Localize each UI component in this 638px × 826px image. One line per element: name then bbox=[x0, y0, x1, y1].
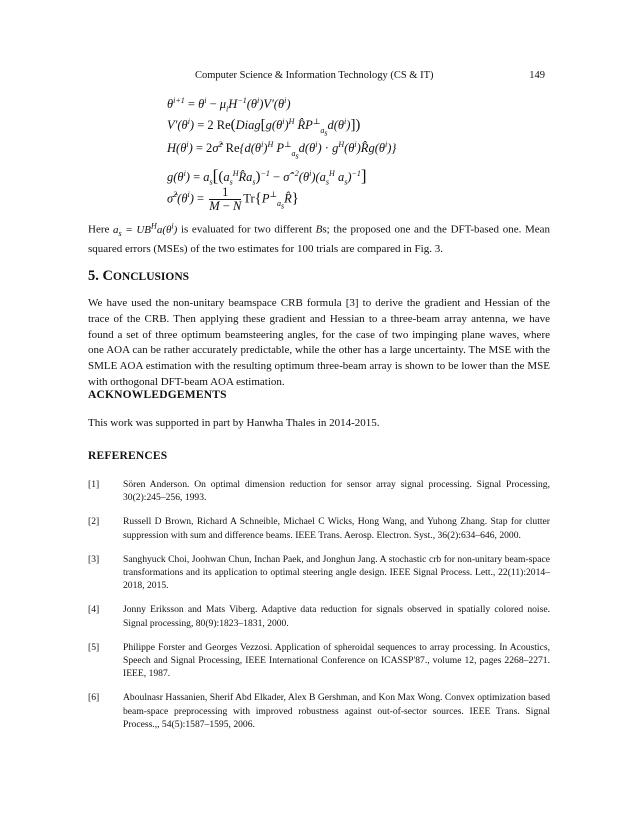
reference-item bbox=[88, 478, 550, 504]
conclusions-heading-initial: C bbox=[102, 268, 113, 284]
acknowledgements-heading: ACKNOWLEDGEMENTS bbox=[88, 389, 227, 401]
page-header bbox=[195, 70, 545, 84]
reference-item bbox=[88, 641, 550, 681]
reference-number: [1] bbox=[88, 479, 100, 490]
journal-title: Computer Science & Information Technology (CS & IT) bbox=[195, 70, 434, 81]
inline-math-b: B bbox=[315, 223, 323, 236]
equation-g-theta: $g(\theta^i)$ = $a_s[(a_s^HR̂a_s)^{-1}$ − $\sigmâ^{-2}(\theta^i)(a_s^H$ $a_s)^{-1}$] bbox=[167, 166, 367, 187]
reference-text: Sören Anderson. On optimal dimension reduction for sensor array signal processing. Signal Processing, 30(2):245–256, 1993. bbox=[123, 479, 550, 504]
intro-text-1: Here bbox=[88, 223, 110, 236]
reference-item bbox=[88, 603, 550, 629]
intro-paragraph bbox=[88, 218, 550, 257]
conclusions-heading-rest: ONCLUSIONS bbox=[112, 271, 190, 283]
reference-number: [6] bbox=[88, 692, 100, 704]
inline-math-as: $a_s = UB^Ha(\theta^i)$ bbox=[113, 221, 178, 238]
reference-item bbox=[88, 515, 550, 541]
conclusions-heading-number: 5. bbox=[88, 268, 99, 284]
reference-text: Sanghyuck Choi, Joohwan Chun, Inchan Paek, and Jonghun Jang. A stochastic crb for non-unitary beam-space transformations and its application to optimal steering angle design. IEEE Signal Process. Lett., 22(11):2014–2018, 2015. bbox=[123, 553, 550, 592]
reference-number: [4] bbox=[88, 604, 100, 616]
references-list bbox=[88, 478, 550, 742]
page-number: 149 bbox=[529, 70, 545, 81]
reference-text: Aboulnasr Hassanien, Sherif Abd Elkader, Alex B Gershman, and Kon Max Wong. Convex optimization based beam-space preprocessing with improved robustness against out-of-sector sources. IEEE Trans. Signal Process.,, 54(5):1587–1595, 2006. bbox=[123, 692, 550, 730]
conclusions-paragraph: We have used the non-unitary beamspace CRB formula [3] to derive the gradient and Hessian of the trace of the CRB. Then applying these gradient and Hessian to a three-beam array antenna, we have found a set of three optimum beamsteering angles, for the case of two impinging plane waves, where one AOA can be rather accurately predictable, while the other has a large uncertainty. The MSE with the SMLE AOA estimation with the resulting optimum three-beam array is shown to be lower than the MSE with orthogonal DFT-beam AOA estimation. bbox=[88, 297, 550, 388]
intro-text-2: is evaluated for two different bbox=[180, 223, 313, 236]
references-heading: REFERENCES bbox=[88, 450, 168, 462]
reference-item bbox=[88, 691, 550, 731]
reference-number: [3] bbox=[88, 553, 100, 565]
conclusions-heading bbox=[88, 268, 189, 285]
equation-gradient: $V'(\theta^i) = 2$ $Re(Diag[g(\theta^i)^H$ $R̂P^\perp_{a_s}d(\theta^i)$]) bbox=[167, 117, 361, 138]
reference-text: Philippe Forster and Georges Vezzosi. Application of spheroidal sequences to array processing. In Acoustics, Speech and Signal Processing, IEEE International Conference on ICASSP'87., volume 12, pages 2268–2271. IEEE, 1987. bbox=[123, 641, 550, 680]
equation-sigma-hat: $\sigmâ^2(\theta^i)$ = $\frac{1}{M - N}$ $Tr\{P^\perp_{a_s}R̂\}$ bbox=[167, 185, 299, 213]
equation-hessian: $H(\theta^i)$ = 2σ̂$^2$ $Re\{d(\theta^i)^H$ $P^\perp_{a_s}d(\theta^i)$ · $g^H(\theta^i)R̂g(\theta^i)$} bbox=[167, 140, 397, 161]
equation-theta-update: $\theta^{i+1} = \theta^i - \mu_iH^{-1}(\theta^i)V'(\theta^i)$ bbox=[167, 96, 291, 114]
acknowledgements-paragraph: This work was supported in part by Hanwha Thales in 2014-2015. bbox=[88, 417, 380, 429]
reference-item bbox=[88, 553, 550, 593]
reference-text: Jonny Eriksson and Mats Viberg. Adaptive data reduction for signals observed in spatially colored noise. Signal processing, 80(9):1823–1831, 2000. bbox=[123, 604, 550, 629]
reference-number: [5] bbox=[88, 641, 100, 653]
intro-text-3: s; the proposed one and the DFT-based one. Mean squared errors (MSEs) of the two estimates for 100 trials are compared in Fig. 3. bbox=[88, 223, 551, 255]
reference-text: Russell D Brown, Richard A Schneible, Michael C Wicks, Hong Wang, and Yuhong Zhang. Stap for clutter suppression with sum and difference beams. IEEE Trans. Aerosp. Electron. Syst., 36(2):634–646, 2000. bbox=[123, 516, 550, 541]
reference-number: [2] bbox=[88, 516, 100, 528]
